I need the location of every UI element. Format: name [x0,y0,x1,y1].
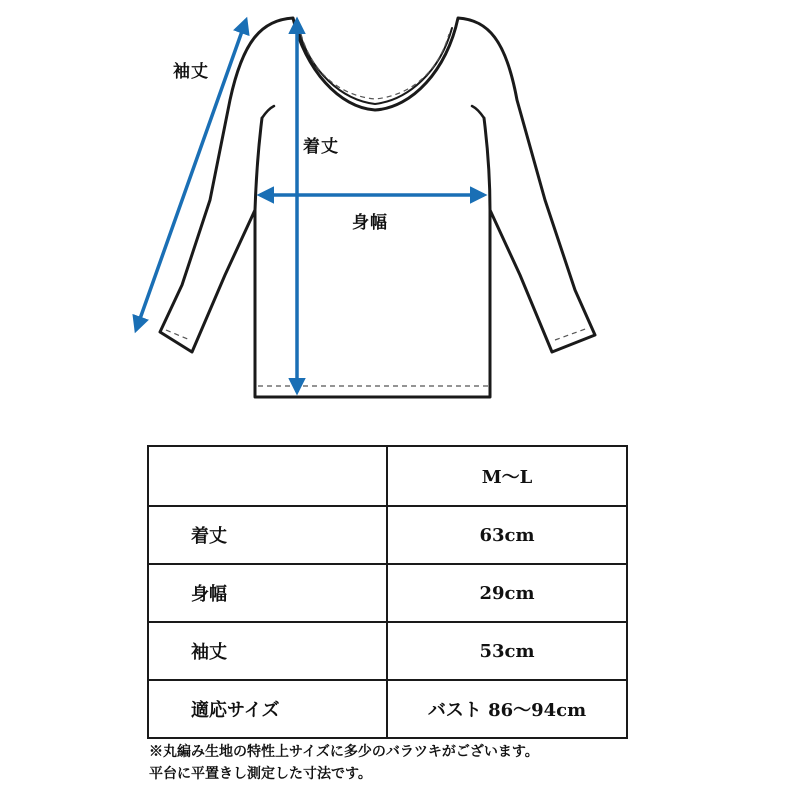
table-row [148,680,627,738]
header-empty-cell [148,446,387,506]
row-label: 身幅 [148,564,387,622]
row-label: 適応サイズ [148,680,387,738]
row-label: 着丈 [148,506,387,564]
row-value: 53cm [387,622,627,680]
body-width-label: 身幅 [352,213,388,233]
table-row [148,564,627,622]
body-length-label: 着丈 [303,137,339,157]
size-table [147,445,628,739]
sleeve-length-label: 袖丈 [173,62,209,82]
header-size-cell: M～L [387,446,627,506]
table-row [148,622,627,680]
table-row [148,506,627,564]
row-value: 63cm [387,506,627,564]
note-line-1: ※丸編み生地の特性上サイズに多少のバラツキがございます。 [149,744,539,760]
table-header-row [148,446,627,506]
row-value: バスト 86～94cm [387,680,627,738]
note-line-2: 平台に平置きし測定した寸法です。 [149,766,372,782]
row-label: 袖丈 [148,622,387,680]
row-value: 29cm [387,564,627,622]
